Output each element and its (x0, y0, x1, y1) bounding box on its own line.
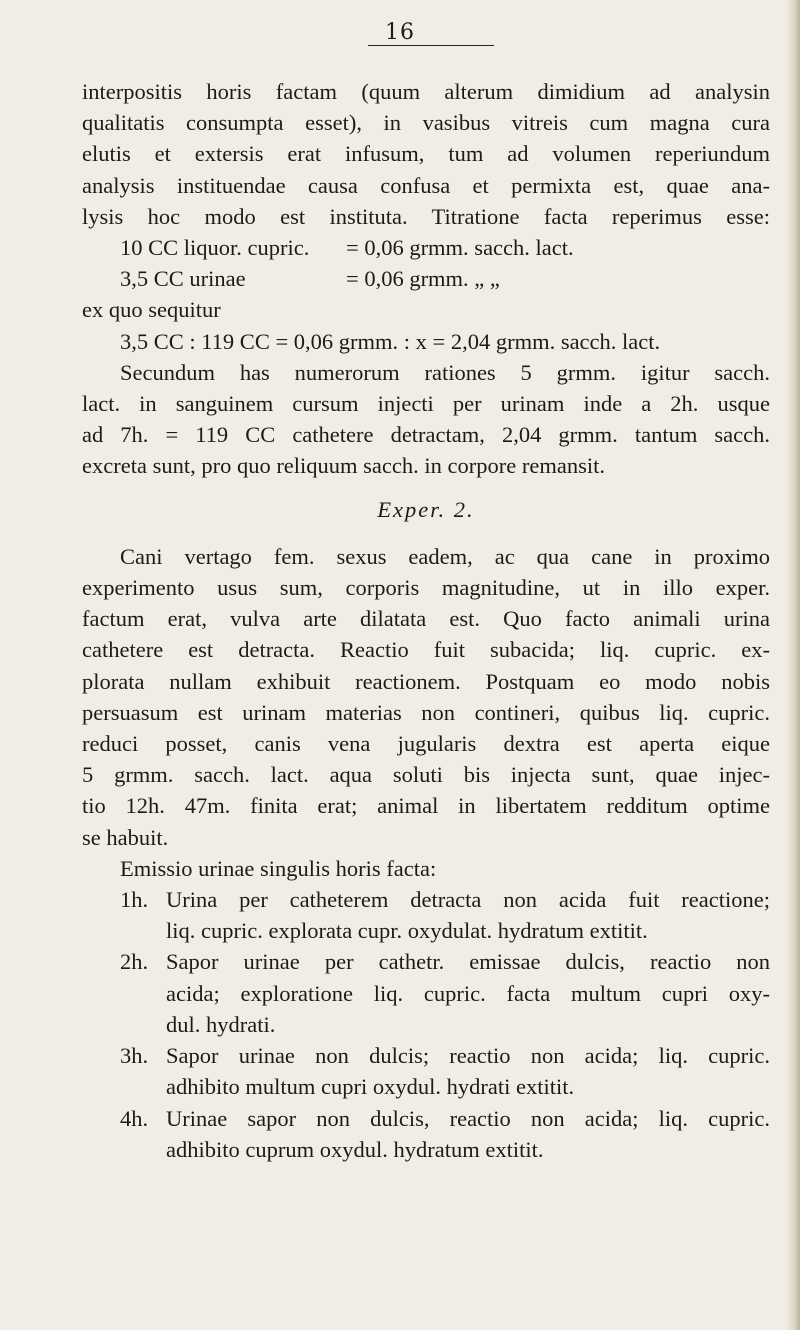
hour-label: 2h. (120, 949, 149, 975)
text-line: Sapor urinae non dulcis; reactio non acida; liq. cupric. (166, 1043, 770, 1069)
text-line: analysis instituendae causa confusa et permixta est, quae ana- (82, 172, 770, 198)
text-line: elutis et extersis erat infusum, tum ad volumen reperiundum (82, 141, 770, 167)
formula-left: 10 CC liquor. cupric. (120, 235, 310, 261)
text-line: experimento usus sum, corporis magnitudine, ut in illo exper. (82, 575, 770, 601)
text-line: cathetere est detracta. Reactio fuit subacida; liq. cupric. ex- (82, 637, 770, 663)
text-line: persuasum est urinam materias non contineri, quibus liq. cupric. (82, 699, 770, 725)
text-line: factum erat, vulva arte dilatata est. Quo facto animali urina (82, 606, 770, 632)
formula-line (82, 232, 770, 263)
page-number: 16 (385, 20, 415, 45)
text-line: dul. hydrati. (166, 1011, 276, 1037)
page-edge-shadow (786, 0, 800, 1330)
header-rule (368, 45, 494, 46)
hour-entry (82, 946, 770, 977)
text-line: reduci posset, canis vena jugularis dextra est aperta eique (82, 731, 770, 757)
text-line: tio 12h. 47m. finita erat; animal in libertatem redditum optime (82, 793, 770, 819)
text-line: ex quo sequitur (82, 297, 221, 323)
text-line: plorata nullam exhibuit reactionem. Postquam eo modo nobis (82, 668, 770, 694)
text-line: Secundum has numerorum rationes 5 grmm. igitur sacch. (120, 359, 770, 385)
text-line: Urinae sapor non dulcis, reactio non acida; liq. cupric. (166, 1105, 770, 1131)
text-line: liq. cupric. explorata cupr. oxydulat. hydratum extitit. (166, 918, 648, 944)
hour-label: 3h. (120, 1043, 149, 1069)
formula-left: 3,5 CC urinae (120, 266, 246, 292)
formula-line: 3,5 CC : 119 CC = 0,06 grmm. : x = 2,04 grmm. sacch. lact. (120, 328, 661, 354)
text-line: Urina per catheterem detracta non acida fuit reactione; (166, 887, 770, 913)
text-line: Cani vertago fem. sexus eadem, ac qua cane in proximo (120, 543, 770, 569)
text-line: interpositis horis factam (quum alterum dimidium ad analysin (82, 79, 770, 104)
formula-line (82, 263, 770, 294)
hour-entry (82, 884, 770, 915)
text-line: se habuit. (82, 824, 169, 850)
text-line: Sapor urinae per cathetr. emissae dulcis, reactio non (166, 949, 770, 975)
text-line: 5 grmm. sacch. lact. aqua soluti bis injecta sunt, quae injec- (82, 762, 770, 788)
formula-right: = 0,06 grmm. „ „ (346, 266, 500, 292)
hour-label: 1h. (120, 887, 149, 913)
text-line: acida; exploratione liq. cupric. facta multum cupri oxy- (166, 980, 770, 1006)
text-line: Emissio urinae singulis horis facta: (120, 855, 437, 881)
hour-entry (82, 1040, 770, 1071)
text-line: adhibito cuprum oxydul. hydratum extitit. (166, 1136, 544, 1162)
section-heading: Exper. 2. (377, 496, 475, 522)
text-line: qualitatis consumpta esset), in vasibus vitreis cum magna cura (82, 110, 770, 136)
page-body (82, 76, 770, 1165)
text-line: adhibito multum cupri oxydul. hydrati extitit. (166, 1074, 575, 1100)
hour-label: 4h. (120, 1105, 149, 1131)
text-line: ad 7h. = 119 CC cathetere detractam, 2,04 grmm. tantum sacch. (82, 422, 770, 448)
text-line: excreta sunt, pro quo reliquum sacch. in corpore remansit. (82, 453, 605, 479)
formula-right: = 0,06 grmm. sacch. lact. (346, 235, 574, 261)
hour-entry (82, 1103, 770, 1134)
text-line: lact. in sanguinem cursum injecti per urinam inde a 2h. usque (82, 391, 770, 417)
text-line: lysis hoc modo est instituta. Titratione facta reperimus esse: (82, 203, 770, 229)
